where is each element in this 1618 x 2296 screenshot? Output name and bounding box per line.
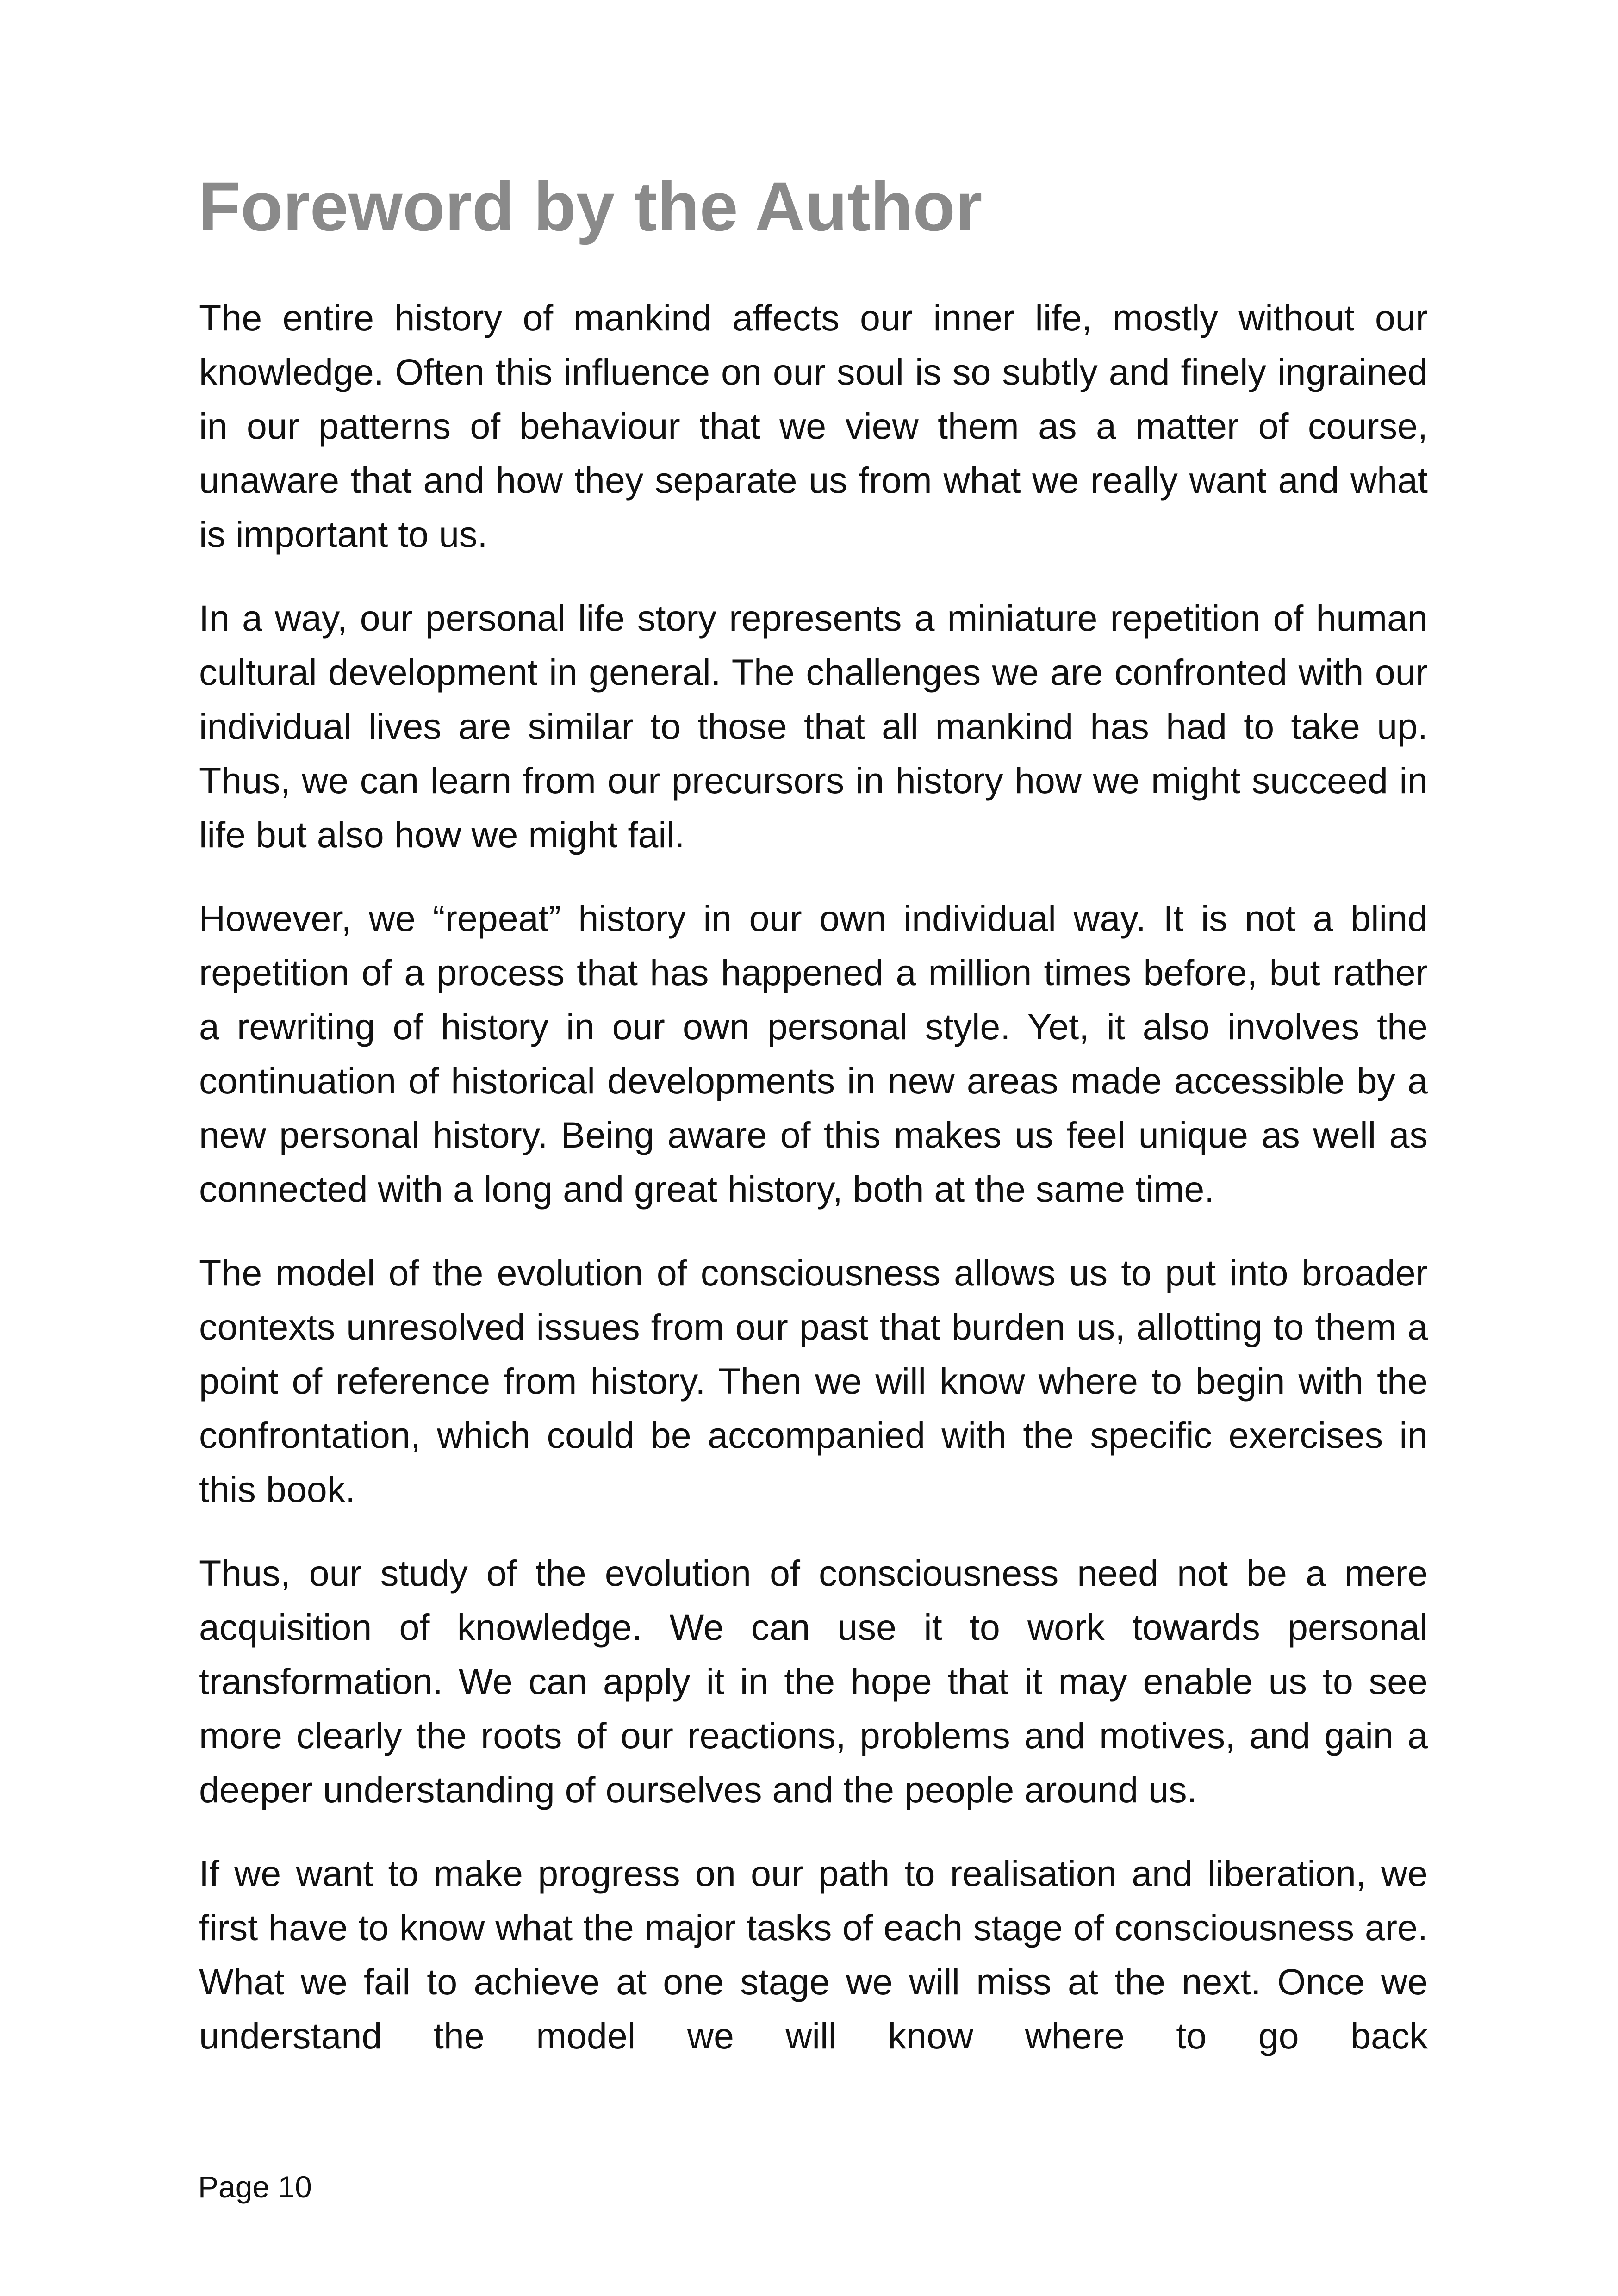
paragraph-2: In a way, our personal life story represents a miniature repetition of human cultural development in general. The challenges we are confronted with our individual lives are similar to those that all mankind has had to take up. Thus, we can learn from our precursors in history how we might succeed in life but also how we might fail. — [199, 597, 1428, 855]
paragraph-4: The model of the evolution of consciousness allows us to put into broader contexts unresolved issues from our past that burden us, allotting to them a point of reference from history. Then we will know where to begin with the confrontation, which could be accompanied with the specific exercises in this book. — [199, 1252, 1428, 1510]
page-number: Page 10 — [198, 2170, 312, 2204]
paragraph-6: If we want to make progress on our path to realisation and liberation, we first have to know what the major tasks of each stage of consciousness are. What we fail to achieve at one stage we will miss at the next. Once we understand the model we will know where to go back — [199, 1853, 1428, 2056]
page-title: Foreword by the Author — [198, 168, 983, 245]
paragraph-1: The entire history of mankind affects our inner life, mostly without our knowledge. Often this influence on our soul is so subtly and finely ingrained in our patterns of behaviour that we view them as a matter of course, unaware that and how they separate us from what we really want and what is important to us. — [199, 297, 1428, 555]
paragraph-5: Thus, our study of the evolution of consciousness need not be a mere acquisition of knowledge. We can use it to work towards personal transformation. We can apply it in the hope that it may enable us to see more clearly the roots of our reactions, problems and motives, and gain a deeper understanding of ourselves and the people around us. — [199, 1552, 1428, 1810]
body-text — [199, 291, 1428, 2063]
paragraph-3: However, we “repeat” history in our own individual way. It is not a blind repetition of a process that has happened a million times before, but rather a rewriting of history in our own personal style. Yet, it also involves the continuation of historical developments in new areas made accessible by a new personal history. Being aware of this makes us feel unique as well as connected with a long and great history, both at the same time. — [199, 898, 1428, 1210]
